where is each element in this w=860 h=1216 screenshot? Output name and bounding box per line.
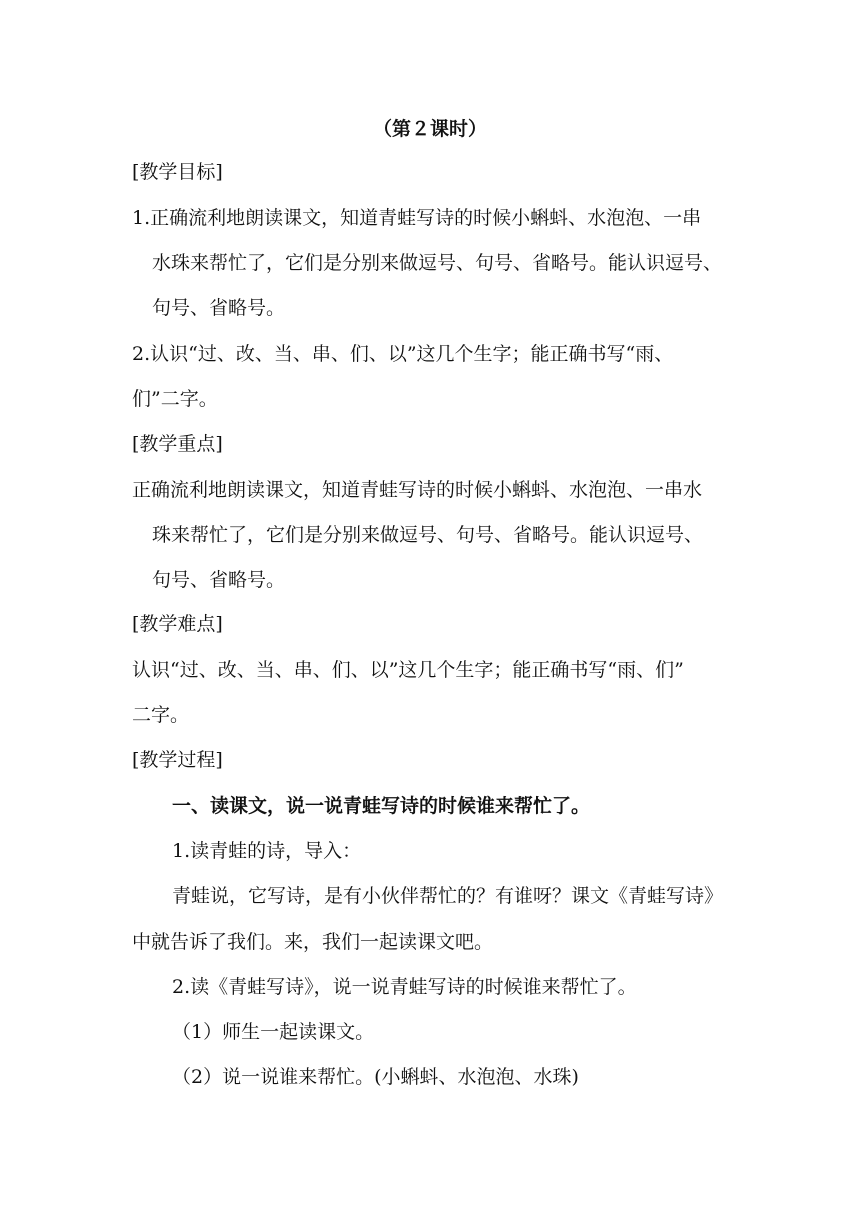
sub-step-1: （1）师生一起读课文。 — [172, 1021, 375, 1043]
key-points-line-1: 正确流利地朗读课文，知道青蛙写诗的时候小蝌蚪、水泡泡、一串水 — [132, 479, 703, 501]
difficulties-heading: [教学难点] — [132, 613, 223, 635]
objective-1-line-1: 1.正确流利地朗读课文，知道青蛙写诗的时候小蝌蚪、水泡泡、一串 — [132, 207, 702, 229]
difficulties-line-2: 二字。 — [132, 704, 190, 726]
process-heading: [教学过程] — [132, 749, 223, 771]
objective-2-line-2: 们”二字。 — [132, 388, 218, 410]
section-1-title: 一、读课文，说一说青蛙写诗的时候谁来帮忙了。 — [172, 795, 591, 817]
objectives-heading: [教学目标] — [132, 161, 223, 183]
difficulties-line-1: 认识“过、改、当、串、们、以”这几个生字；能正确书写“雨、们” — [132, 659, 684, 681]
sub-step-2: （2）说一说谁来帮忙。(小蝌蚪、水泡泡、水珠) — [172, 1066, 579, 1088]
step-1-text-line-2: 中就告诉了我们。来，我们一起读课文吧。 — [132, 931, 494, 953]
lesson-title: （第２课时） — [372, 118, 487, 140]
key-points-line-3: 句号、省略号。 — [152, 569, 286, 591]
objective-2-line-1: 2.认识“过、改、当、串、们、以”这几个生字；能正确书写“雨、 — [132, 343, 674, 365]
objective-1-line-3: 句号、省略号。 — [152, 297, 286, 319]
key-points-line-2: 珠来帮忙了，它们是分别来做逗号、句号、省略号。能认识逗号、 — [152, 524, 704, 546]
objective-1-line-2: 水珠来帮忙了，它们是分别来做逗号、句号、省略号。能认识逗号、 — [152, 252, 723, 274]
step-1: 1.读青蛙的诗，导入： — [172, 840, 362, 862]
step-2: 2.读《青蛙写诗》，说一说青蛙写诗的时候谁来帮忙了。 — [172, 976, 637, 998]
step-1-text-line-1: 青蛙说，它写诗，是有小伙伴帮忙的？有谁呀？课文《青蛙写诗》 — [172, 885, 724, 907]
key-points-heading: [教学重点] — [132, 433, 223, 455]
